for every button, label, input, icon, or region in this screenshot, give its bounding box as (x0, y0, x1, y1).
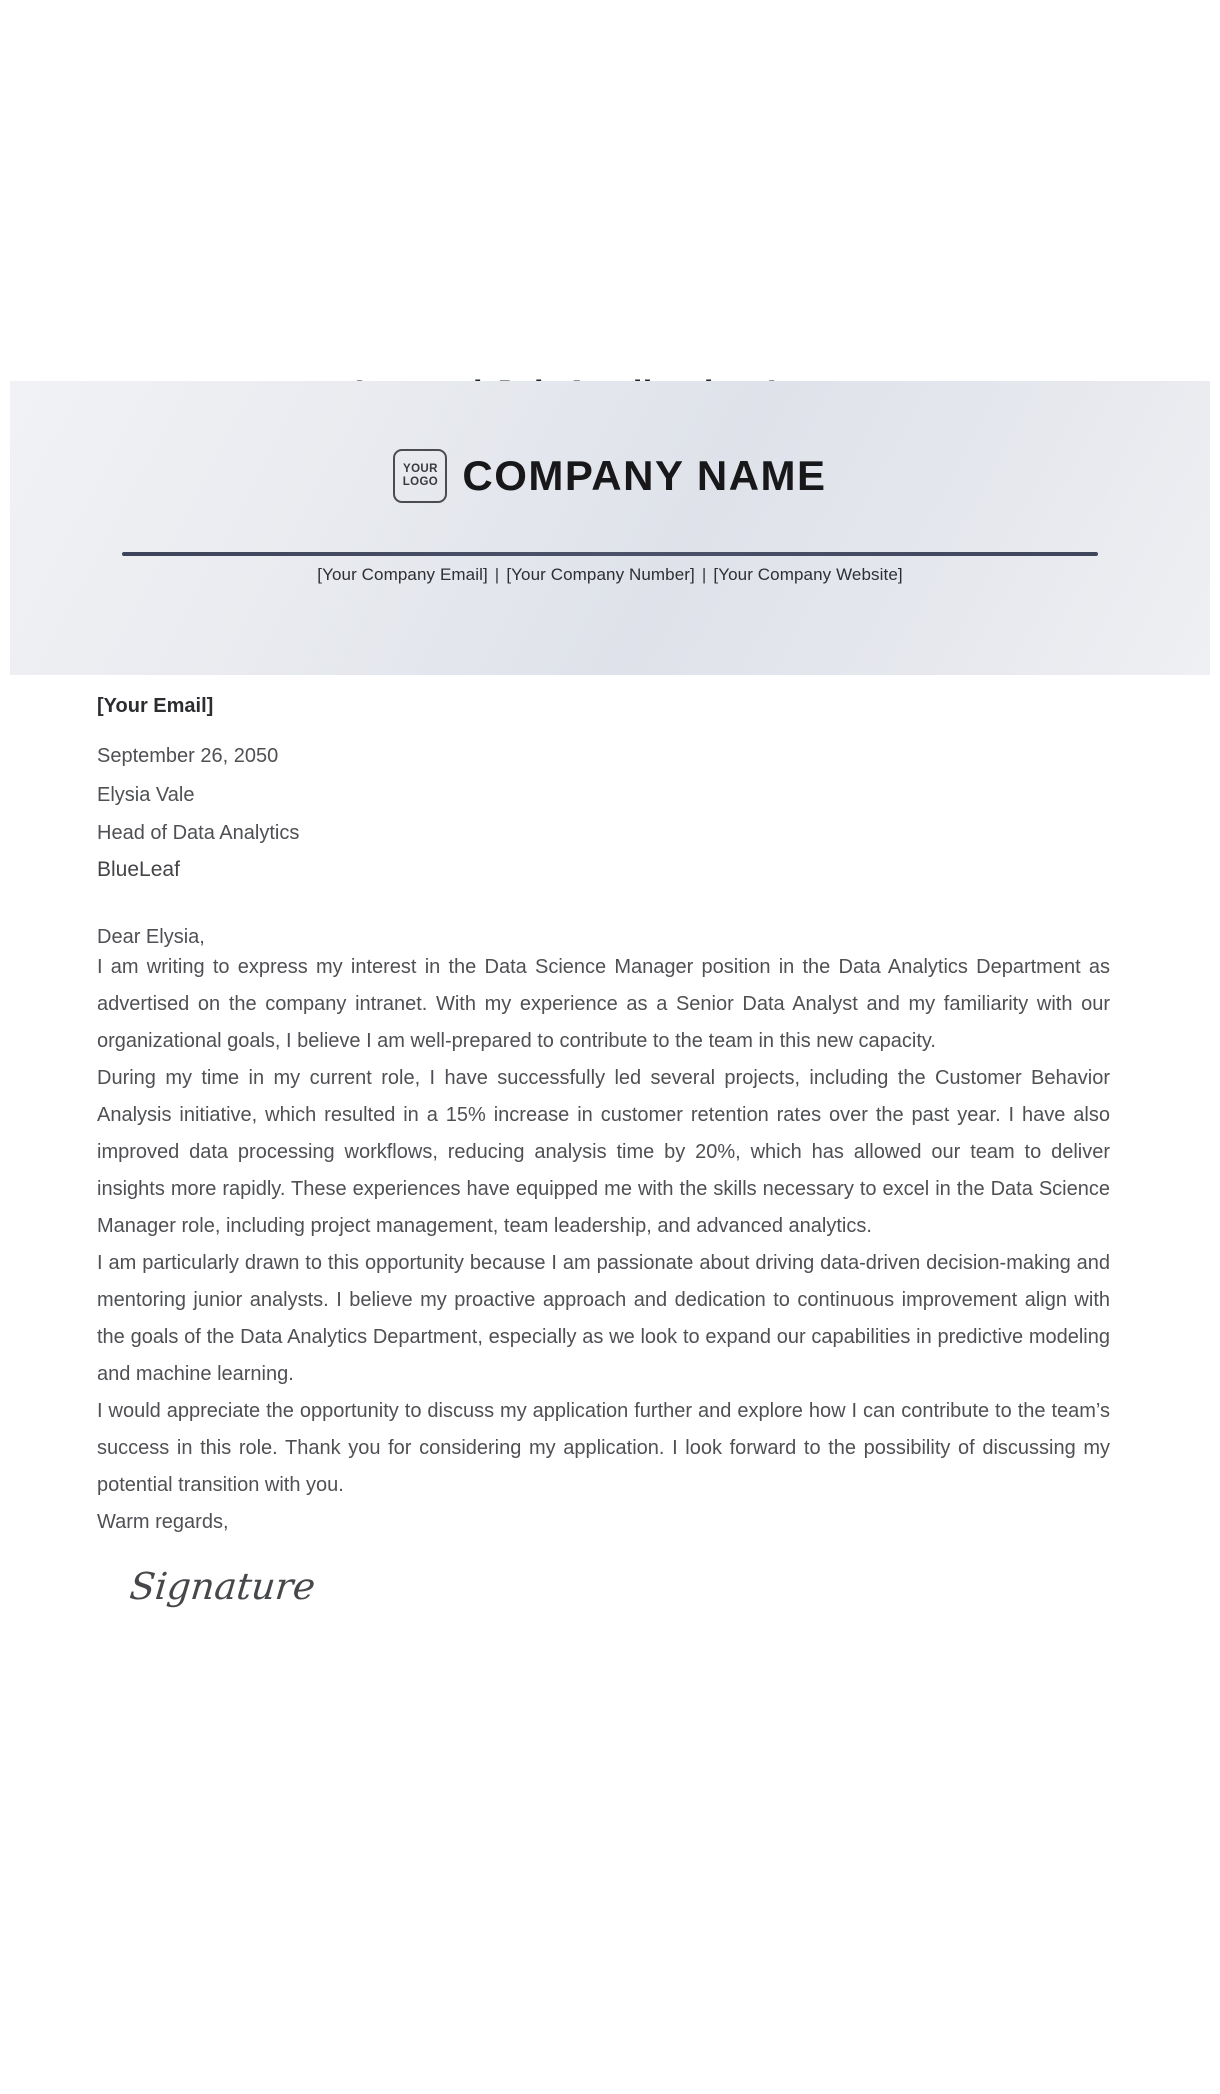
signature-script: Signature (127, 1565, 318, 1608)
company-name: COMPANY NAME (462, 452, 827, 499)
company-header-banner (10, 381, 1210, 675)
logo-text-line1: YOUR (403, 463, 438, 475)
company-logo-placeholder (393, 449, 447, 503)
letter-date: September 26, 2050 (97, 745, 279, 767)
salutation: Dear Elysia, (97, 926, 205, 948)
header-rule (122, 552, 1098, 556)
company-number: [Your Company Number] (506, 565, 695, 584)
paragraph-4: I would appreciate the opportunity to discuss my application further and explore how I can contribute to the team’s success in this role. Thank you for considering my application. I look forward to the possibility of discussing my potential transition with you. (97, 1400, 1110, 1496)
logo-text-line2: LOGO (402, 476, 439, 488)
closing: Warm regards, (97, 1511, 229, 1533)
recipient-company: BlueLeaf (97, 858, 180, 881)
brand-row (10, 449, 1210, 503)
company-email: [Your Company Email] (317, 565, 488, 584)
company-contact-line (10, 565, 1210, 585)
recipient-title: Head of Data Analytics (97, 822, 300, 844)
contact-separator: | (494, 565, 500, 584)
recipient-name: Elysia Vale (97, 784, 195, 806)
company-website: [Your Company Website] (713, 565, 903, 584)
paragraph-1: I am writing to express my interest in the Data Science Manager position in the Data Analytics Department as advertised on the company intranet. With my experience as a Senior Data Analyst and my familiarity with our organizational goals, I believe I am well-prepared to contribute to the team in this new capacity. (97, 956, 1110, 1052)
sender-email: [Your Email] (97, 695, 214, 717)
paragraph-2: During my time in my current role, I have successfully led several projects, including the Customer Behavior Analysis initiative, which resulted in a 15% increase in customer retention rates over the past year. I have also improved data processing workflows, reducing analysis time by 20%, which has allowed our team to deliver insights more rapidly. These experiences have equipped me with the skills necessary to excel in the Data Science Manager role, including project management, team leadership, and advanced analytics. (97, 1067, 1110, 1237)
paragraph-3: I am particularly drawn to this opportunity because I am passionate about driving data-driven decision-making and mentoring junior analysts. I believe my proactive approach and dedication to continuous improvement align with the goals of the Data Analytics Department, especially as we look to expand our capabilities in predictive modeling and machine learning. (97, 1252, 1110, 1385)
contact-separator: | (701, 565, 707, 584)
